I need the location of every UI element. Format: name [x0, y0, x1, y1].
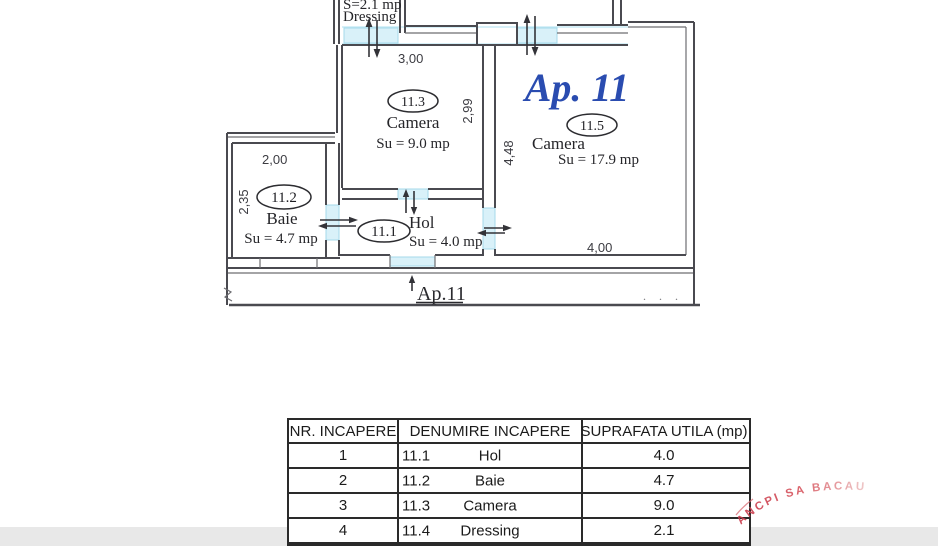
- dim-2-35: 2,35: [236, 189, 251, 215]
- table-row: [289, 494, 749, 519]
- room-11-3-code: 11.3: [401, 95, 425, 110]
- room-11-4-label: [343, 0, 401, 25]
- row-area: 4.7: [653, 472, 675, 489]
- room-11-5-label: [532, 114, 639, 168]
- room-11-2-code: 11.2: [271, 190, 297, 206]
- room-11-3-name: Camera: [386, 113, 440, 132]
- table-body: [289, 444, 749, 544]
- room-11-2-label: [236, 152, 318, 247]
- entrance-label-text: Ap.11: [417, 283, 466, 305]
- room-11-5-code: 11.5: [580, 119, 604, 134]
- dim-4-48: 4,48: [501, 140, 516, 166]
- room-11-1-code: 11.1: [371, 224, 397, 240]
- red-stamp: [735, 455, 938, 527]
- row-room-code: 11.2: [402, 472, 431, 489]
- row-area: 4.0: [653, 447, 675, 464]
- room-11-3-label: [376, 90, 449, 152]
- row-room: [399, 494, 583, 517]
- entrance-label: [416, 283, 466, 305]
- room-11-5-name: Camera: [532, 134, 585, 153]
- row-room-code: 11.4: [402, 522, 431, 539]
- row-number: 4: [289, 519, 399, 542]
- room-11-2-area: Su = 4.7 mp: [244, 231, 318, 247]
- dim-2-99: 2,99: [460, 98, 475, 124]
- row-room: [399, 444, 583, 467]
- row-room-code: 11.1: [402, 447, 431, 464]
- faint-marks: . . .: [643, 289, 683, 303]
- row-room: [399, 469, 583, 492]
- apartment-title: Ap. 11: [524, 65, 630, 110]
- row-number: 2: [289, 469, 399, 492]
- table-row: [289, 444, 749, 469]
- room-11-2-name: Baie: [266, 209, 298, 228]
- row-room-code: 11.3: [402, 497, 431, 514]
- stamp-text: ANCPI SA BACAU: [735, 480, 868, 527]
- room-11-1-area: Su = 4.0 mp: [409, 234, 483, 250]
- dim-4-00: 4,00: [587, 240, 613, 255]
- header-denumire-incapere: DENUMIRE INCAPERE: [399, 420, 583, 442]
- row-number: 1: [289, 444, 399, 467]
- dim-3-00: 3,00: [398, 51, 424, 66]
- row-area: 9.0: [653, 497, 675, 514]
- table-row: [289, 519, 749, 544]
- row-room-name: Hol: [478, 447, 502, 464]
- room-11-5-area: Su = 17.9 mp: [558, 152, 639, 168]
- row-number: 3: [289, 494, 399, 517]
- table-row: [289, 469, 749, 494]
- row-area: 2.1: [653, 522, 675, 539]
- room-table: [287, 418, 751, 546]
- row-room-name: Baie: [474, 472, 506, 489]
- room-11-1-label: [358, 213, 482, 250]
- header-nr-incapere: NR. INCAPERE: [289, 420, 399, 442]
- room-11-3-area: Su = 9.0 mp: [376, 136, 450, 152]
- row-room: [399, 519, 583, 542]
- room-11-1-name: Hol: [409, 213, 435, 232]
- table-header-row: [289, 420, 749, 444]
- room-11-4-area: S=2.1 mp: [343, 0, 402, 13]
- dim-2-00: 2,00: [262, 152, 288, 167]
- row-room-name: Dressing: [460, 522, 520, 539]
- scan-scribble: [224, 288, 232, 301]
- room-11-4-name: Dressing: [343, 9, 397, 25]
- header-suprafata-utila: SUPRAFATA UTILA (mp): [580, 422, 748, 440]
- row-room-name: Camera: [463, 497, 517, 514]
